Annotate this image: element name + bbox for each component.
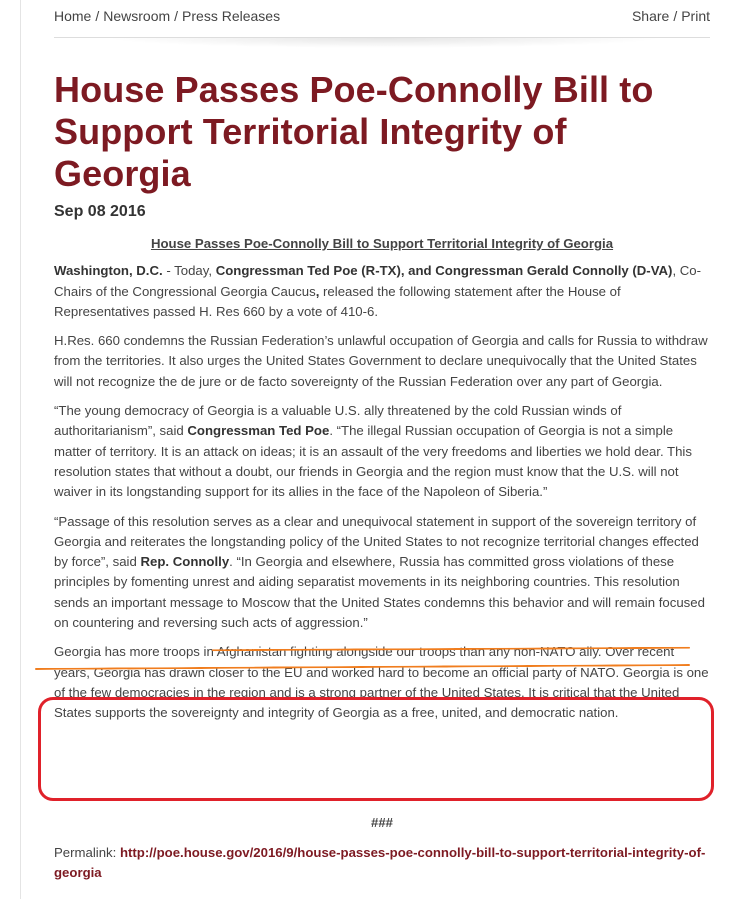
- dateline: Washington, D.C.: [54, 263, 163, 279]
- breadcrumb-home[interactable]: Home: [54, 8, 92, 24]
- breadcrumb: [54, 8, 280, 24]
- breadcrumb-newsroom[interactable]: Newsroom: [103, 8, 171, 24]
- red-highlight-box: [38, 697, 714, 801]
- publish-date: Sep 08 2016: [54, 203, 146, 220]
- press-release-page: [54, 0, 710, 881]
- breadcrumb-separator: /: [174, 8, 179, 24]
- paragraph-poe-quote: [54, 401, 710, 502]
- paragraph-georgia-troops: Georgia has more troops in Afghanistan fighting alongside our troops than any non-NATO ally. Over recent years, Georgia has drawn closer to the EU and worked hard to become an official party of NATO. Georgia is one of the few democracies in the region and is a strong partner of the United States. It is critical that the United States supports the sovereignty and integrity of Georgia as a free, united, and democratic nation.: [54, 644, 709, 721]
- permalink-label: Permalink:: [54, 845, 120, 860]
- article-subhead: House Passes Poe-Connolly Bill to Support Territorial Integrity of Georgia: [150, 236, 614, 251]
- permalink: [54, 843, 710, 884]
- intro-comma: ,: [315, 283, 320, 299]
- intro-text: - Today,: [162, 263, 216, 279]
- share-link[interactable]: Share: [631, 8, 670, 24]
- speaker-connolly: Rep. Connolly: [140, 554, 230, 570]
- speaker-poe: Congressman Ted Poe: [187, 423, 330, 439]
- tools-separator: /: [673, 8, 678, 24]
- page-left-border: [20, 0, 21, 899]
- intro-text: released the following statement after the House of Representatives passed H. Res 660 by a vote of 410-6.: [54, 283, 621, 319]
- sponsors: Congressman Ted Poe (R-TX), and Congressman Gerald Connolly (D-VA): [215, 263, 673, 279]
- paragraph-resolution: H.Res. 660 condemns the Russian Federation’s unlawful occupation of Georgia and calls for Russia to withdraw from the territories. It also urges the United States Government to declare unequivocally that the United States will not recognize the de jure or de facto sovereignty of the Russian Federation over any part of Georgia.: [54, 333, 708, 389]
- page-tools: [632, 8, 710, 24]
- intro-text: , Co-Chairs of the Congressional Georgia Caucus: [54, 263, 702, 299]
- end-mark: ###: [370, 815, 393, 830]
- quote-text: . “The illegal Russian occupation of Georgia is not a simple matter of territory. It is an attack on ideas; it is an assault of the very freedoms and liberties we hold dear. This resolution states that without a doubt, our friends in Georgia and the region must know that the U.S. will not waiver in its longstanding support for its allies in the face of the Napoleon of Siberia.”: [54, 423, 692, 500]
- breadcrumb-press-releases[interactable]: Press Releases: [182, 8, 281, 24]
- top-bar: [54, 0, 710, 38]
- paragraph-connolly-quote: [54, 512, 710, 634]
- divider-shadow: [104, 38, 664, 48]
- quote-text: “The young democracy of Georgia is a valuable U.S. ally threatened by the cold Russian winds of authoritarianism”, said: [54, 403, 622, 439]
- print-link[interactable]: Print: [681, 8, 710, 24]
- quote-text: “Passage of this resolution serves as a clear and unequivocal statement in support of the sovereign territory of Georgia and reiterates the longstanding policy of the United States to not recognize territorial changes effected by force”, said: [54, 513, 699, 570]
- article-body: [54, 234, 710, 733]
- page-title: House Passes Poe-Connolly Bill to Support Territorial Integrity of Georgia: [54, 69, 654, 194]
- breadcrumb-separator: /: [95, 8, 100, 24]
- quote-text: . “In Georgia and elsewhere, Russia has committed gross violations of these principles by fomenting unrest and aiding separatist movements in its neighboring countries. This resolution sends an important message to Moscow that the United States condemns this behavior and will remain focused on countering and reversing such acts of aggression.”: [54, 554, 705, 631]
- paragraph-intro: [54, 261, 710, 322]
- permalink-link[interactable]: http://poe.house.gov/2016/9/house-passes-poe-connolly-bill-to-support-territorial-integrity-of-georgia: [54, 845, 706, 881]
